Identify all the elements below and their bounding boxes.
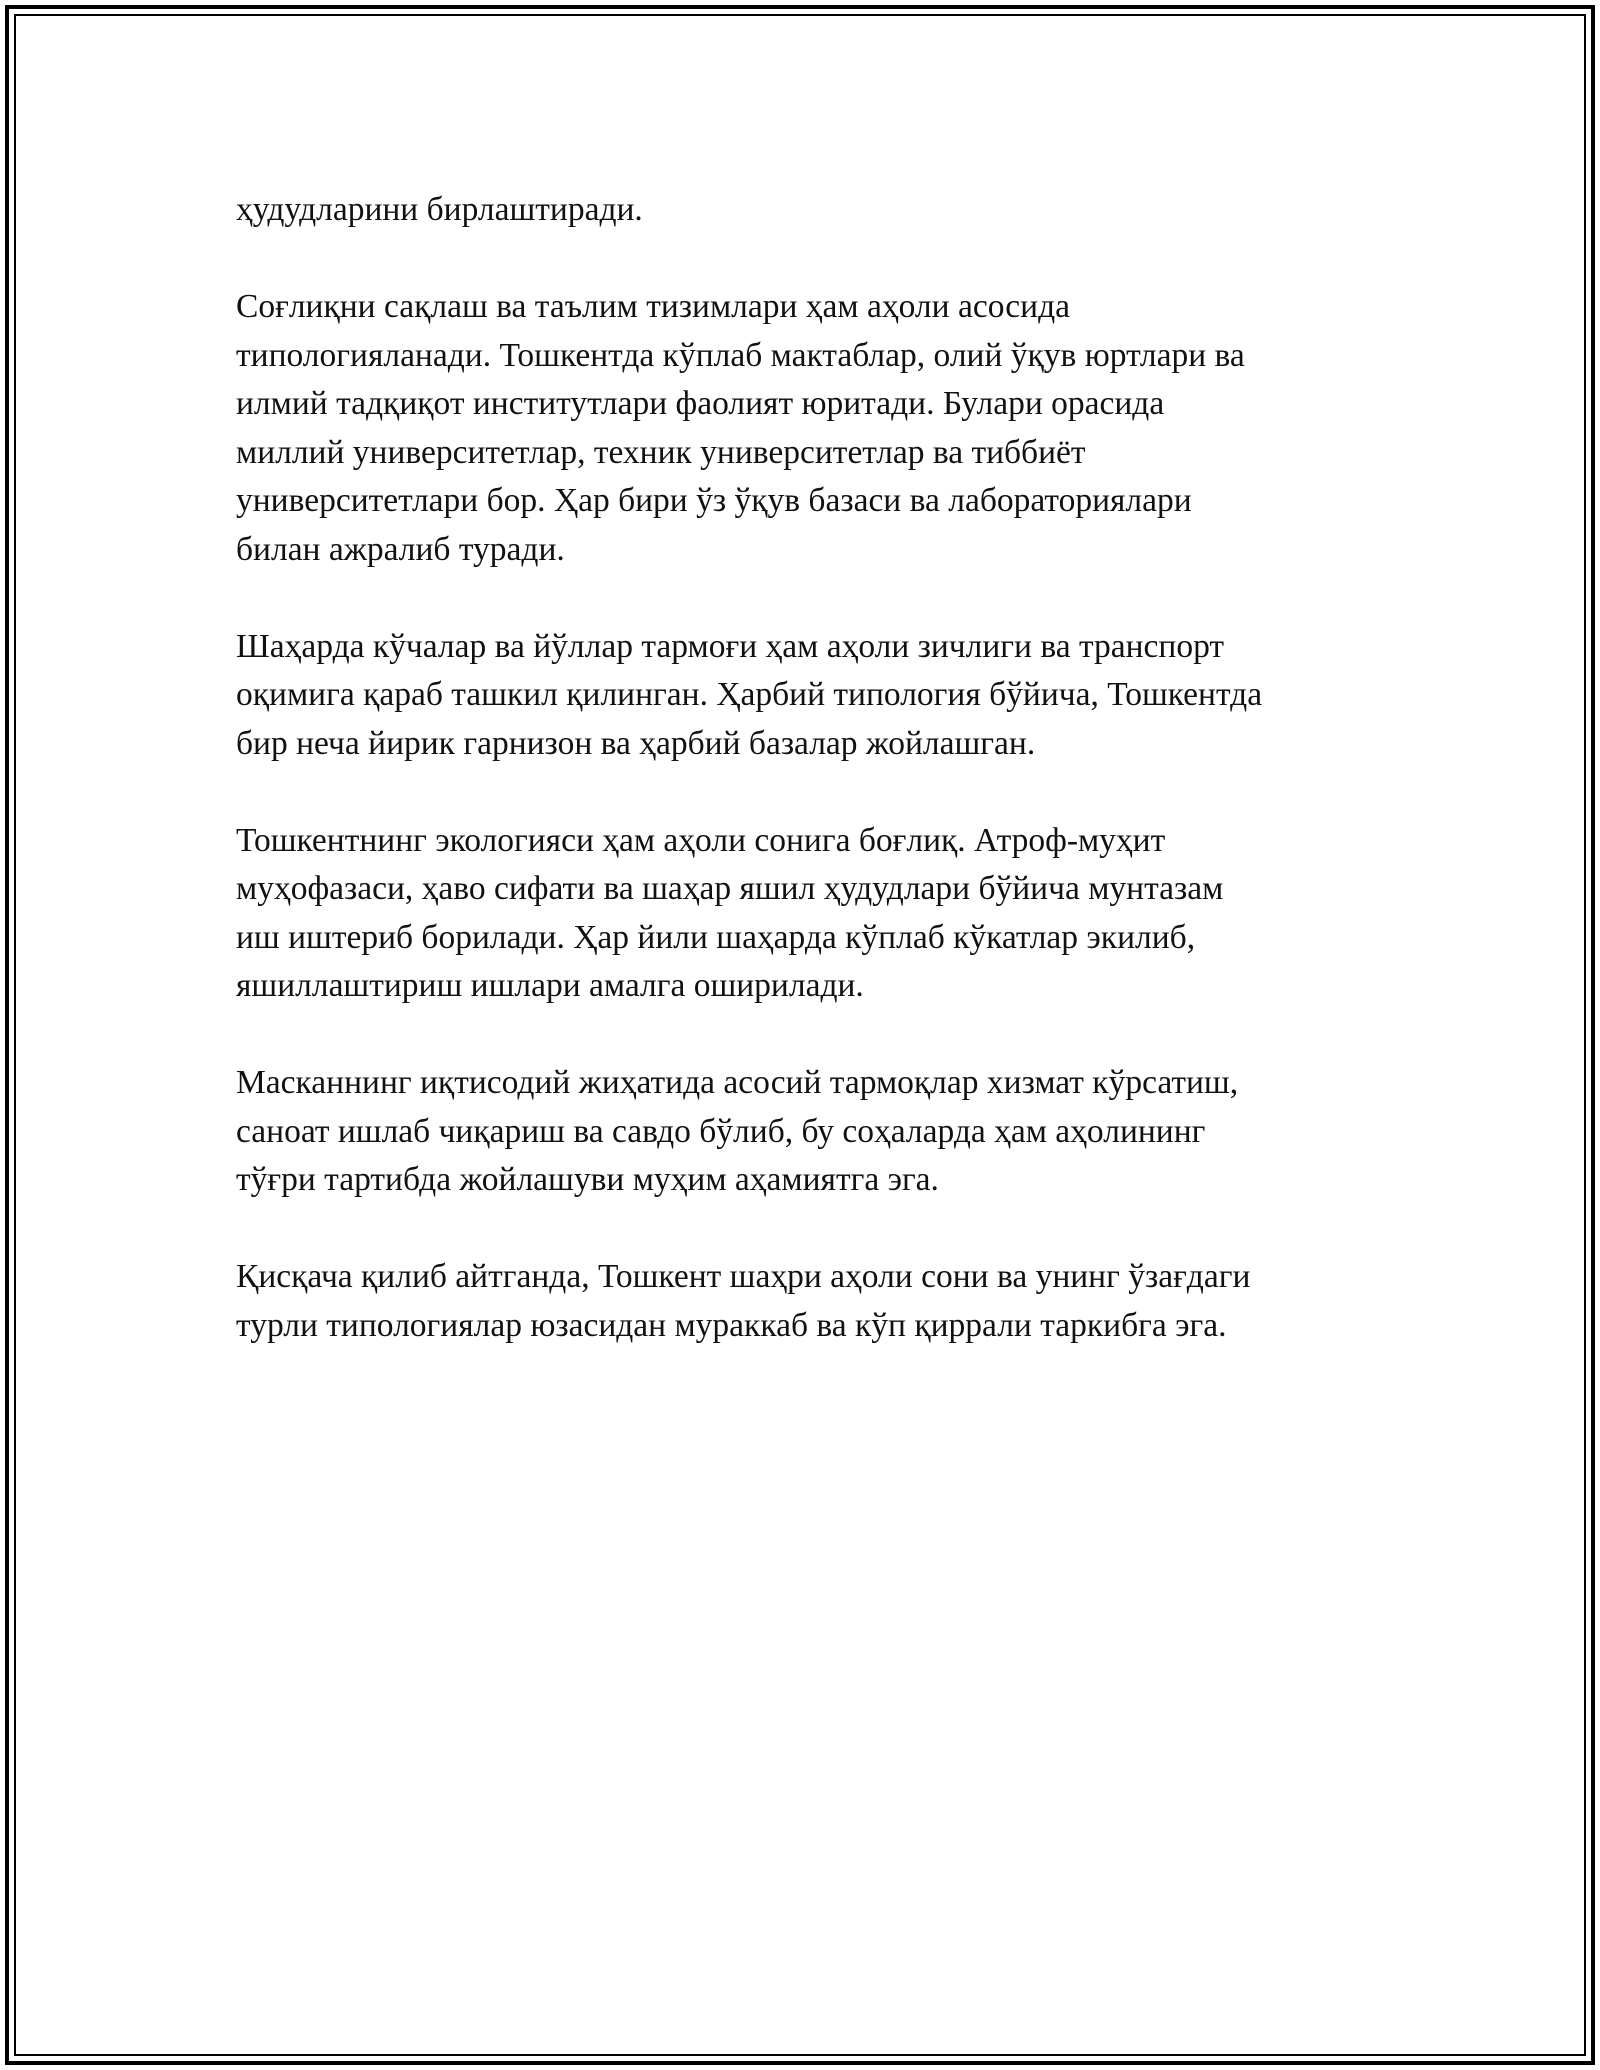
text-line: типологияланади. Тошкентда кўплаб мактаблар, олий ўқув юртлари ва	[236, 336, 1245, 374]
paragraph-6	[236, 1253, 1376, 1350]
paragraph-3	[236, 623, 1376, 769]
text-line: Масканнинг иқтисодий жиҳатида асосий тармоқлар хизмат кўрсатиш,	[236, 1064, 1239, 1101]
text-line: яшиллаштириш ишлари амалга оширилади.	[236, 967, 864, 1004]
paragraph-4	[236, 817, 1376, 1011]
text-line: Соғлиқни сақлаш ва таълим тизимлари ҳам аҳоли асосида	[236, 288, 1070, 325]
text-line: Қисқача қилиб айтганда, Тошкент шаҳри аҳоли сони ва унинг ўзағдаги	[236, 1258, 1251, 1295]
text-line: илмий тадқиқот институтлари фаолият юритади. Булари орасида	[236, 385, 1165, 422]
text-line: турли типологиялар юзасидан мураккаб ва кўп қиррали таркибга эга.	[236, 1306, 1227, 1344]
text-line: ҳудудларини бирлаштиради.	[236, 191, 643, 228]
text-line: саноат ишлаб чиқариш ва савдо бўлиб, бу соҳаларда ҳам аҳолининг	[236, 1112, 1206, 1150]
text-line: бир неча йирик гарнизон ва ҳарбий базалар жойлашган.	[236, 724, 1036, 762]
paragraph-1	[236, 186, 1376, 235]
text-line: муҳофазаси, ҳаво сифати ва шаҳар яшил ҳудудлари бўйича мунтазам	[236, 870, 1224, 907]
text-line: Тошкентнинг экологияси ҳам аҳоли сонига боғлиқ. Атроф-муҳит	[236, 821, 1166, 859]
text-line: Шаҳарда кўчалар ва йўллар тармоғи ҳам аҳоли зичлиги ва транспорт	[236, 627, 1225, 665]
text-line: оқимига қараб ташкил қилинган. Ҳарбий типология бўйича, Тошкентда	[236, 676, 1263, 713]
text-line: иш иштериб борилади. Ҳар йили шаҳарда кўплаб кўкатлар экилиб,	[236, 918, 1196, 956]
text-line: миллий университетлар, техник университетлар ва тиббиёт	[236, 433, 1086, 471]
text-line: билан ажралиб туради.	[236, 530, 565, 568]
paragraph-2	[236, 283, 1376, 574]
text-line: тўғри тартибда жойлашуви муҳим аҳамиятга эга.	[236, 1161, 939, 1198]
paragraph-5	[236, 1059, 1376, 1205]
text-line: университетлари бор. Ҳар бири ўз ўқув базаси ва лабораториялари	[236, 482, 1192, 519]
document-body	[236, 186, 1376, 1399]
